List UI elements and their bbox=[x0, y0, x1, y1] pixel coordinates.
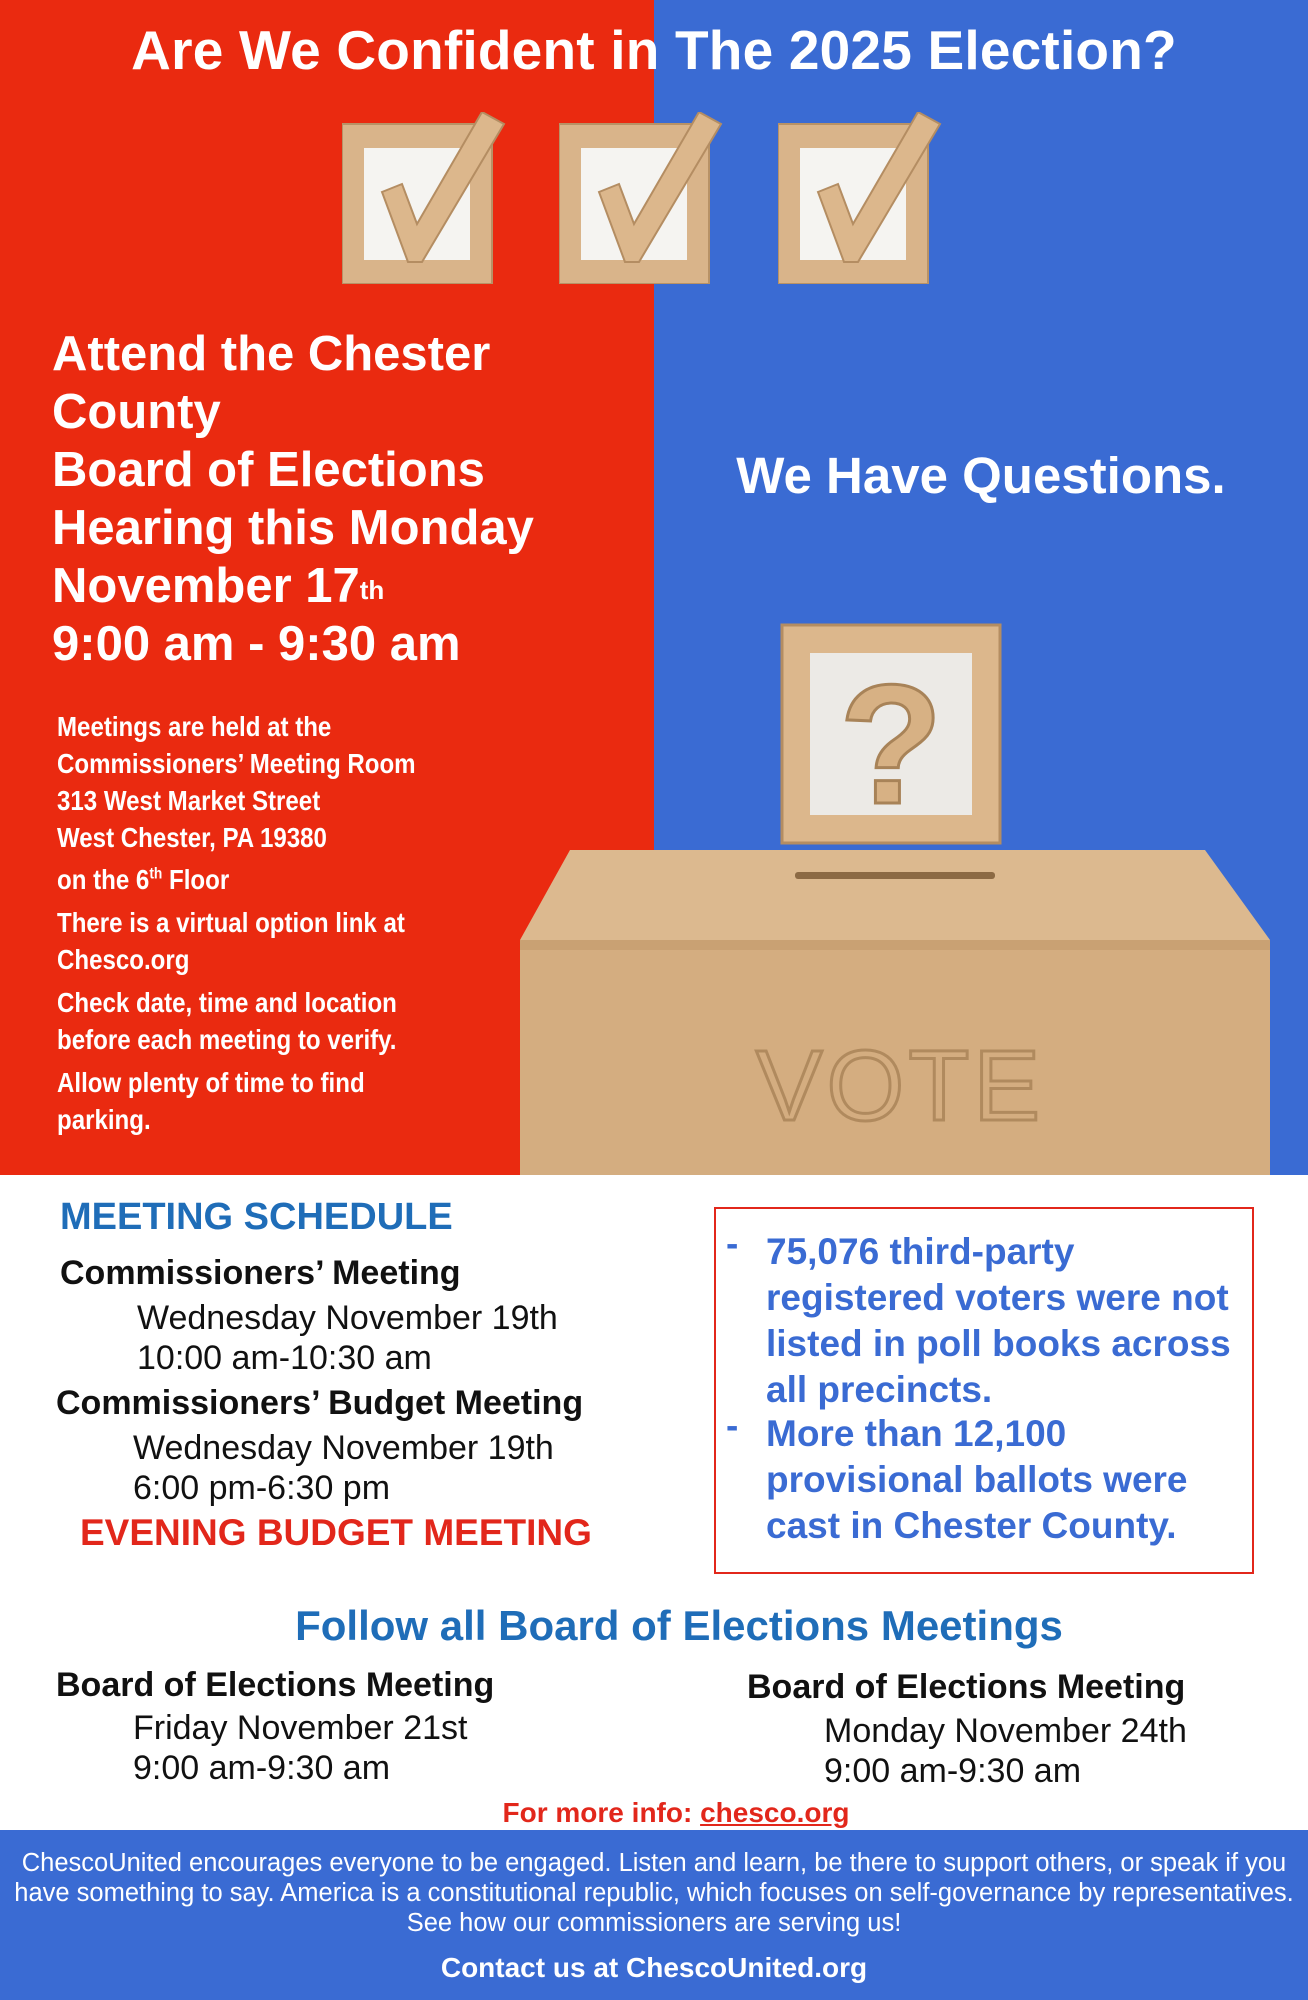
fact-item: More than 12,100 provisional ballots were cast in Chester County. bbox=[766, 1413, 1188, 1546]
schedule-title: MEETING SCHEDULE bbox=[60, 1196, 453, 1238]
meeting-name: Commissioners’ Budget Meeting bbox=[56, 1384, 584, 1422]
checkbox-icon bbox=[342, 112, 510, 284]
attend-hearing-text bbox=[52, 325, 612, 673]
attend-line: County bbox=[52, 385, 221, 439]
detail-line: on the 6th Floor bbox=[57, 864, 230, 896]
meeting-time: 9:00 am-9:30 am bbox=[133, 1749, 391, 1787]
chesco-link[interactable]: chesco.org bbox=[700, 1797, 850, 1828]
checkbox-icon bbox=[559, 112, 727, 284]
detail-line: parking. bbox=[57, 1104, 151, 1136]
checkbox-icon bbox=[778, 112, 946, 284]
attend-date: November 17th bbox=[52, 559, 385, 613]
meeting-time: 9:00 am-9:30 am bbox=[824, 1752, 1082, 1790]
bullet-dash: - bbox=[726, 1223, 739, 1264]
attend-line: Board of Elections bbox=[52, 443, 485, 497]
question-box-icon bbox=[780, 623, 1002, 845]
attend-time: 9:00 am - 9:30 am bbox=[52, 617, 461, 671]
detail-line: There is a virtual option link at bbox=[57, 907, 405, 939]
evening-budget-heading: EVENING BUDGET MEETING bbox=[80, 1512, 592, 1553]
more-info bbox=[0, 1797, 1308, 1829]
meeting-date: Wednesday November 19th bbox=[137, 1299, 558, 1337]
meeting-name: Commissioners’ Meeting bbox=[60, 1254, 461, 1292]
headline: Are We Confident in The 2025 Election? bbox=[131, 19, 1177, 81]
question-mark: ? bbox=[839, 650, 943, 840]
bullet-dash: - bbox=[726, 1405, 739, 1446]
meeting-date: Monday November 24th bbox=[824, 1712, 1187, 1750]
detail-line: Allow plenty of time to find bbox=[57, 1067, 365, 1099]
footer-text: ChescoUnited encourages everyone to be engaged. Listen and learn, be there to support others, or speak if you have something to say. America is a constitutional republic, which focuses on self-governance by representatives. See how our commissioners are serving us! bbox=[14, 1849, 1294, 1937]
meeting-date: Wednesday November 19th bbox=[133, 1429, 554, 1467]
attend-line: Attend the Chester bbox=[52, 327, 491, 381]
facts-box bbox=[714, 1207, 1254, 1574]
detail-line: 313 West Market Street bbox=[57, 785, 321, 816]
attend-line: Hearing this Monday bbox=[52, 501, 534, 555]
meeting-time: 6:00 pm-6:30 pm bbox=[133, 1469, 391, 1507]
detail-line: Chesco.org bbox=[57, 944, 190, 976]
meeting-details bbox=[57, 708, 521, 1144]
meeting-name: Board of Elections Meeting bbox=[747, 1668, 1186, 1706]
questions-heading: We Have Questions. bbox=[736, 447, 1226, 504]
detail-line: Meetings are held at the bbox=[57, 711, 332, 742]
vote-label: VOTE bbox=[755, 1030, 1045, 1142]
fact-item: 75,076 third-party registered voters were not listed in poll books across all precincts. bbox=[766, 1231, 1231, 1410]
detail-line: before each meeting to verify. bbox=[57, 1024, 397, 1056]
more-info-label: For more info: bbox=[502, 1797, 701, 1828]
contact-line: Contact us at ChescoUnited.org bbox=[440, 1952, 868, 1983]
meeting-date: Friday November 21st bbox=[133, 1709, 468, 1747]
follow-heading: Follow all Board of Elections Meetings bbox=[295, 1602, 1063, 1649]
meeting-time: 10:00 am-10:30 am bbox=[137, 1339, 432, 1377]
detail-line: Commissioners’ Meeting Room bbox=[57, 748, 416, 779]
ballot-box-icon bbox=[515, 850, 1275, 1175]
detail-line: West Chester, PA 19380 bbox=[57, 822, 327, 853]
detail-line: Check date, time and location bbox=[57, 987, 397, 1019]
meeting-name: Board of Elections Meeting bbox=[56, 1666, 495, 1704]
